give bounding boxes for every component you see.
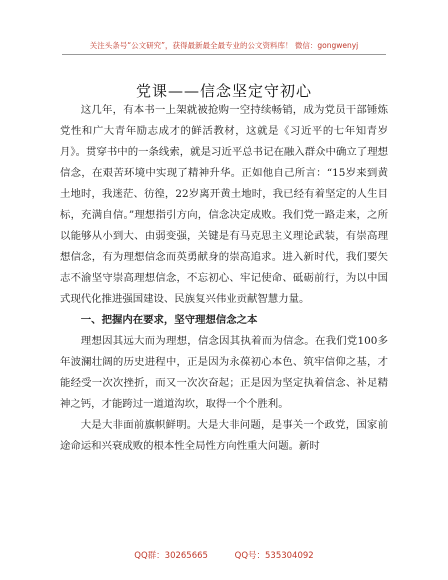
- footer-qq-number: QQ号：535304092: [234, 551, 314, 561]
- paragraph-section-2: 大是大非面前旗帜鲜明。大是大非问题，是事关一个政党，国家前途命运和兴衰成败的根本性全局性方向性重大问题。新时: [60, 419, 388, 452]
- paragraph-intro: 这几年，有本书一上架就被抢购一空持续畅销，成为党员干部锤炼党性和广大青年励志成才的鲜活教材，这就是《习近平的七年知青岁月》。贯穿书中的一条线索，就是习近平总书记在融入群众中确立了理想信念，在艰苦环境中实现了精神升华。正如他自己所言：“15岁来到黄土地时，我迷茫、彷徨，22岁离开黄土地时，我已经有着坚定的人生目标，充满自信。”理想指引方向，信念决定成败。我们党一路走来，之所以能够从小到大、由弱变强，关键是有马克思主义理论武装，有崇高理想信念，有为理想信念而英勇献身的崇高追求。进入新时代，我们要矢志不渝坚守崇高理想信念，不忘初心、牢记使命、砥砺前行，为以中国式现代化推进强国建设、民族复兴伟业贡献智慧力量。: [60, 104, 388, 305]
- section-heading: 一、把握内在要求，坚守理想信念之本: [80, 314, 258, 326]
- page-title: 党课——信念坚定守初心: [135, 82, 312, 100]
- document-body: [60, 100, 388, 457]
- footer-qq-group: QQ群：30265665: [134, 551, 208, 561]
- paragraph-section-1: 理想因其远大而为理想，信念因其执着而为信念。在我们党100多年波澜壮阔的历史进程中，正是因为永葆初心本色、筑牢信仰之基，才能经受一次次挫折，而又一次次奋起；正是因为坚定执着信念、补足精神之钙，才能跨过一道道沟坎，取得一个个胜利。: [60, 335, 388, 410]
- header-divider: [62, 54, 386, 55]
- footer: [0, 549, 448, 561]
- header-note: 关注头条号“公文研究”，获得最新最全最专业的公文资料库！ 微信：gongwenyj: [89, 41, 359, 50]
